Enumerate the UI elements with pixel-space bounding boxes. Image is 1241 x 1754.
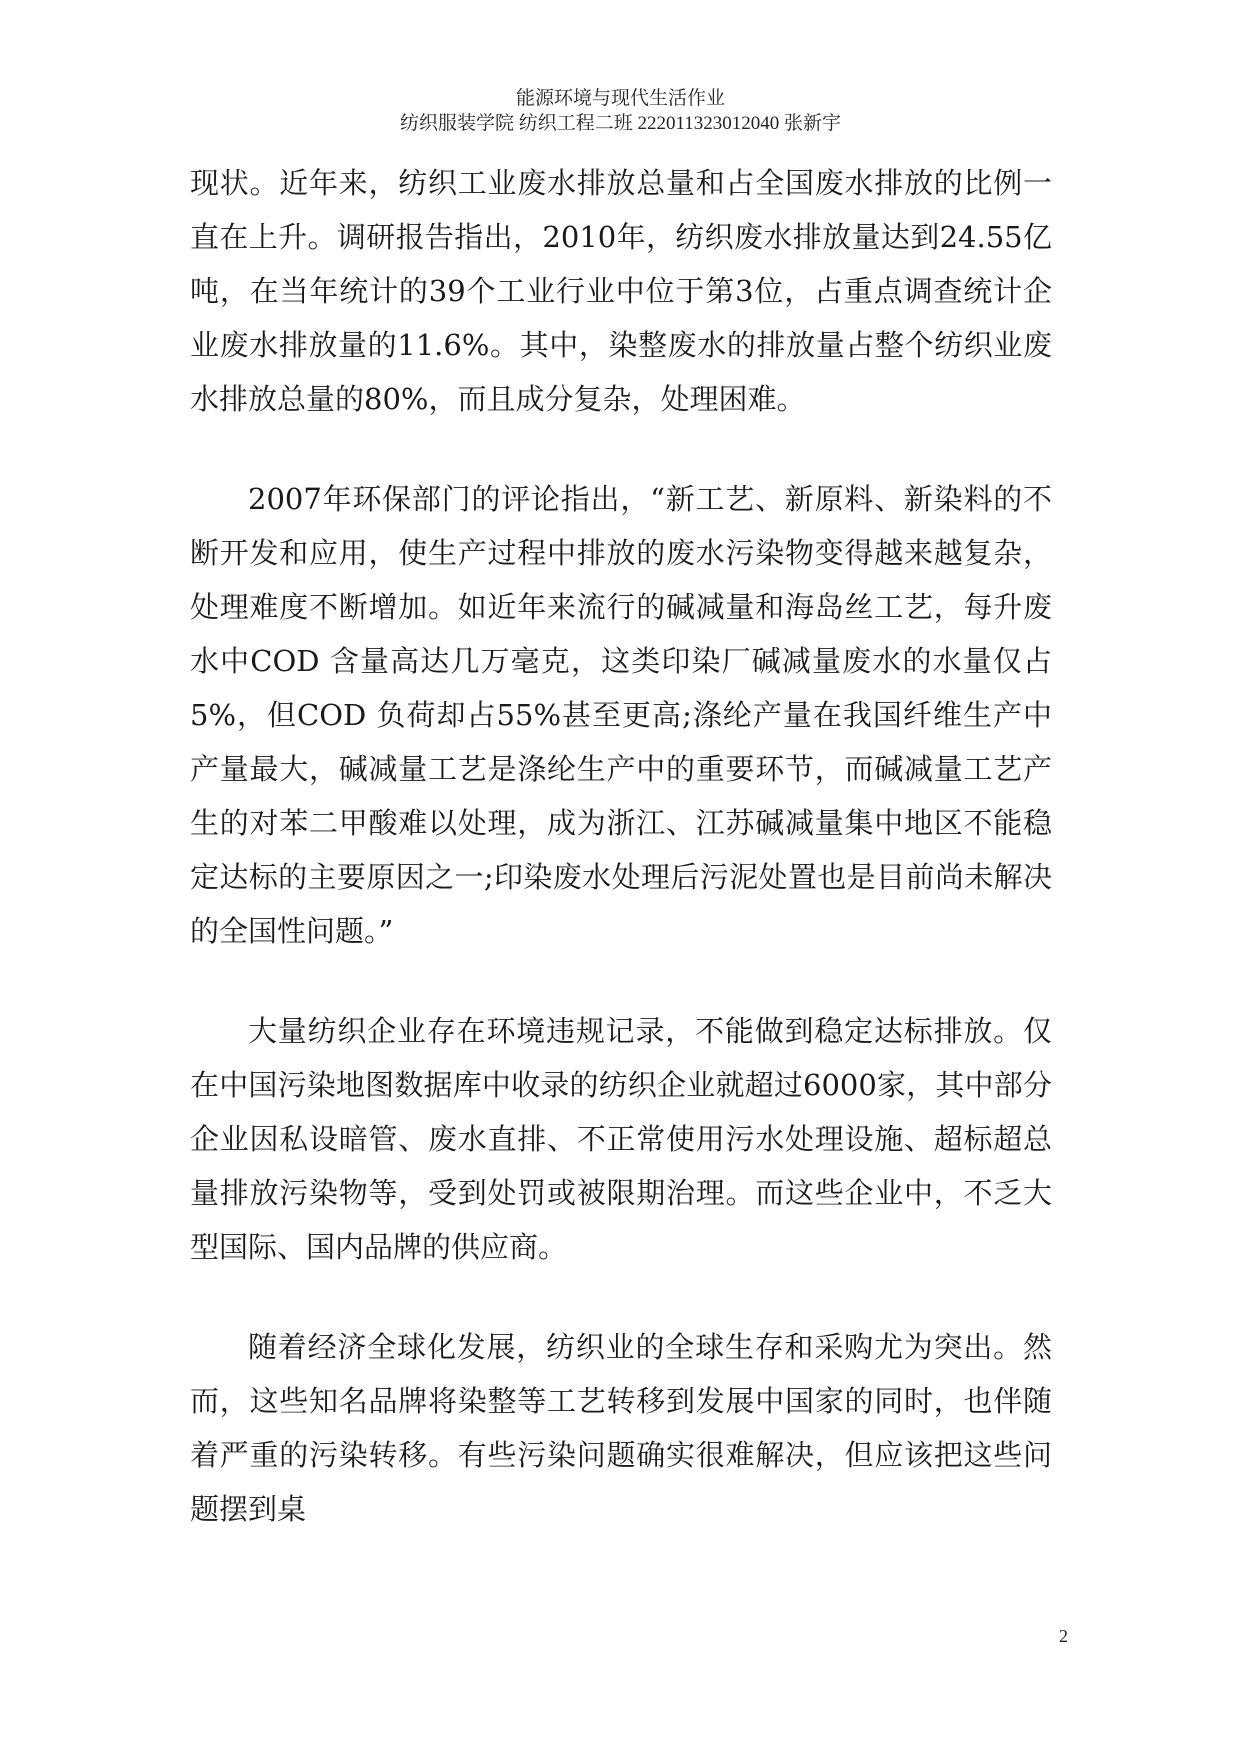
header-title: 能源环境与现代生活作业 xyxy=(515,88,725,109)
paragraph-2: 2007年环保部门的评论指出，“新工艺、新原料、新染料的不断开发和应用，使生产过程中排放的废水污染物变得越来越复杂，处理难度不断增加。如近年来流行的碱减量和海岛丝工艺，每升废水中COD 含量高达几万毫克，这类印染厂碱减量废水的水量仅占5%，但COD 负荷却占55%甚至更高;涤纶产量在我国纤维生产中产量最大，碱减量工艺是涤纶生产中的重要环节，而碱减量工艺产生的对苯二甲酸难以处理，成为浙江、江苏碱减量集中地区不能稳定达标的主要原因之一;印染废水处理后污泥处置也是目前尚未解决的全国性问题。” xyxy=(190,482,1052,948)
header-subtitle: 纺织服装学院 纺织工程二班 222011323012040 张新宇 xyxy=(399,113,842,134)
paragraph-1: 现状。近年来，纺织工业废水排放总量和占全国废水排放的比例一直在上升。调研报告指出，2010年，纺织废水排放量达到24.55亿吨，在当年统计的39个工业行业中位于第3位，占重点调查统计企业废水排放量的11.6%。其中，染整废水的排放量占整个纺织业废水排放总量的80%，而且成分复杂，处理困难。 xyxy=(190,166,1052,416)
page-number: 2 xyxy=(1059,1626,1068,1646)
paragraph-3: 大量纺织企业存在环境违规记录，不能做到稳定达标排放。仅在中国污染地图数据库中收录的纺织企业就超过6000家，其中部分企业因私设暗管、废水直排、不正常使用污水处理设施、超标超总量排放污染物等，受到处罚或被限期治理。而这些企业中，不乏大型国际、国内品牌的供应商。 xyxy=(190,1014,1052,1264)
page-header xyxy=(0,86,1241,136)
paragraph-4: 随着经济全球化发展，纺织业的全球生存和采购尤为突出。然而，这些知名品牌将染整等工艺转移到发展中国家的同时，也伴随着严重的污染转移。有些污染问题确实很难解决，但应该把这些问题摆到桌 xyxy=(190,1330,1052,1526)
document-body xyxy=(190,156,1052,1536)
